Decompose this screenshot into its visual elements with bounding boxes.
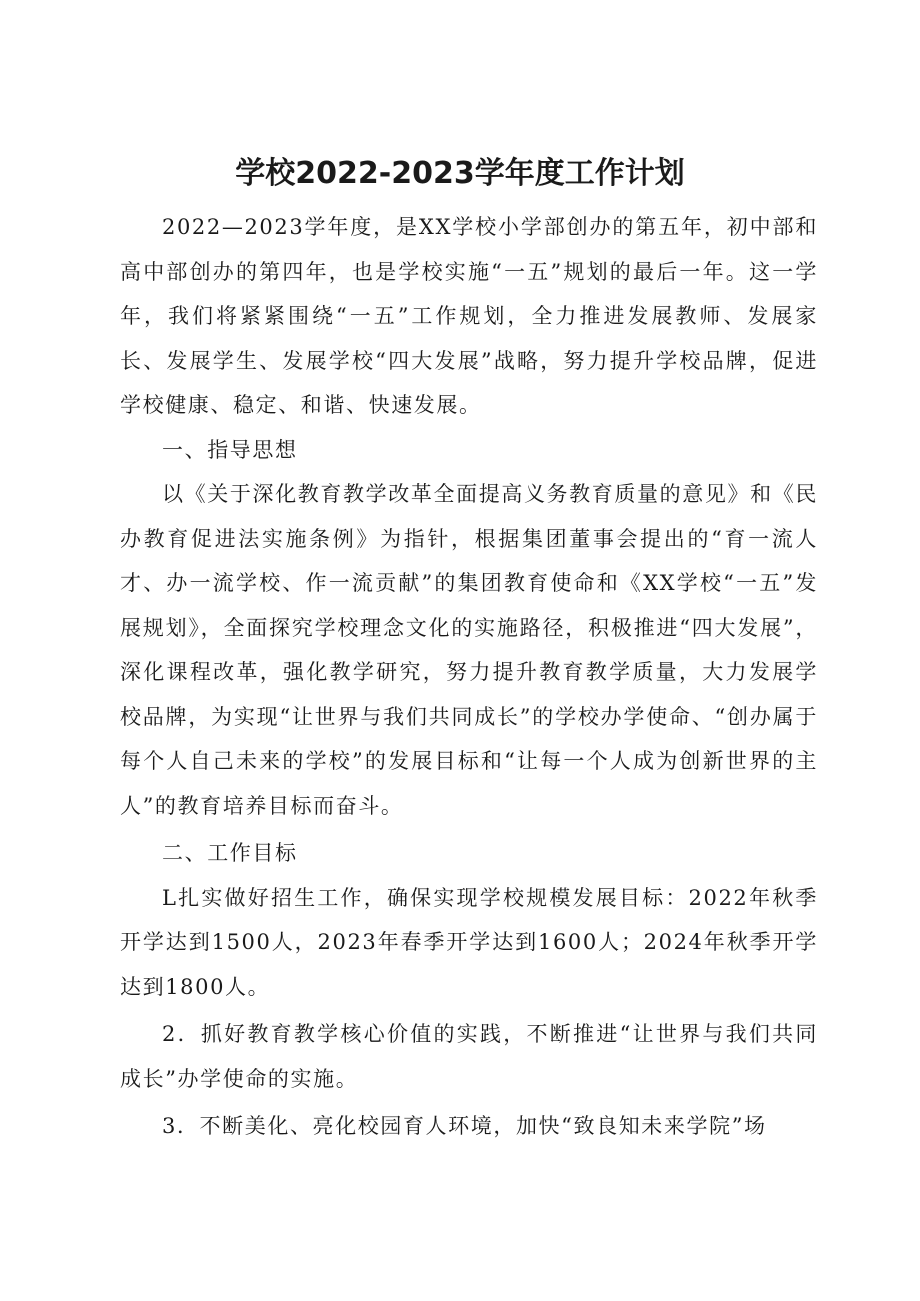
section-heading-work-goals: 二、工作目标 bbox=[162, 841, 298, 865]
document-body bbox=[120, 205, 818, 1149]
guiding-ideology-paragraph: 以《关于深化教育教学改革全面提高义务教育质量的意见》和《民办教育促进法实施条例》为指针，根据集团董事会提出的“育一流人才、办一流学校、作一流贡献”的集团教育使命和《XX学校“一五”发展规划》，全面探究学校理念文化的实施路径，积极推进“四大发展”，深化课程改革，强化教学研究，努力提升教育教学质量，大力发展学校品牌，为实现“让世界与我们共同成长”的学校办学使命、“创办属于每个人自己未来的学校”的发展目标和“让每一个人成为创新世界的主人”的教育培养目标而奋斗。 bbox=[120, 482, 818, 818]
document-title: 学校2022-2023学年度工作计划 bbox=[235, 156, 685, 191]
goal-item-2: 2．抓好教育教学核心价值的实践，不断推进“让世界与我们共同成长”办学使命的实施。 bbox=[120, 1022, 818, 1091]
intro-paragraph: 2022—2023学年度，是XX学校小学部创办的第五年，初中部和高中部创办的第四年，也是学校实施“一五”规划的最后一年。这一学年，我们将紧紧围绕“一五”工作规划，全力推进发展教师、发展家长、发展学生、发展学校“四大发展”战略，努力提升学校品牌，促进学校健康、稳定、和谐、快速发展。 bbox=[120, 215, 818, 417]
goal-item-1: L扎实做好招生工作，确保实现学校规模发展目标：2022年秋季开学达到1500人，2023年春季开学达到1600人；2024年秋季开学达到1800人。 bbox=[120, 885, 818, 999]
section-heading-guiding-ideology: 一、指导思想 bbox=[162, 437, 298, 462]
goal-item-3: 3．不断美化、亮化校园育人环境，加快“致良知未来学院”场 bbox=[162, 1114, 767, 1138]
